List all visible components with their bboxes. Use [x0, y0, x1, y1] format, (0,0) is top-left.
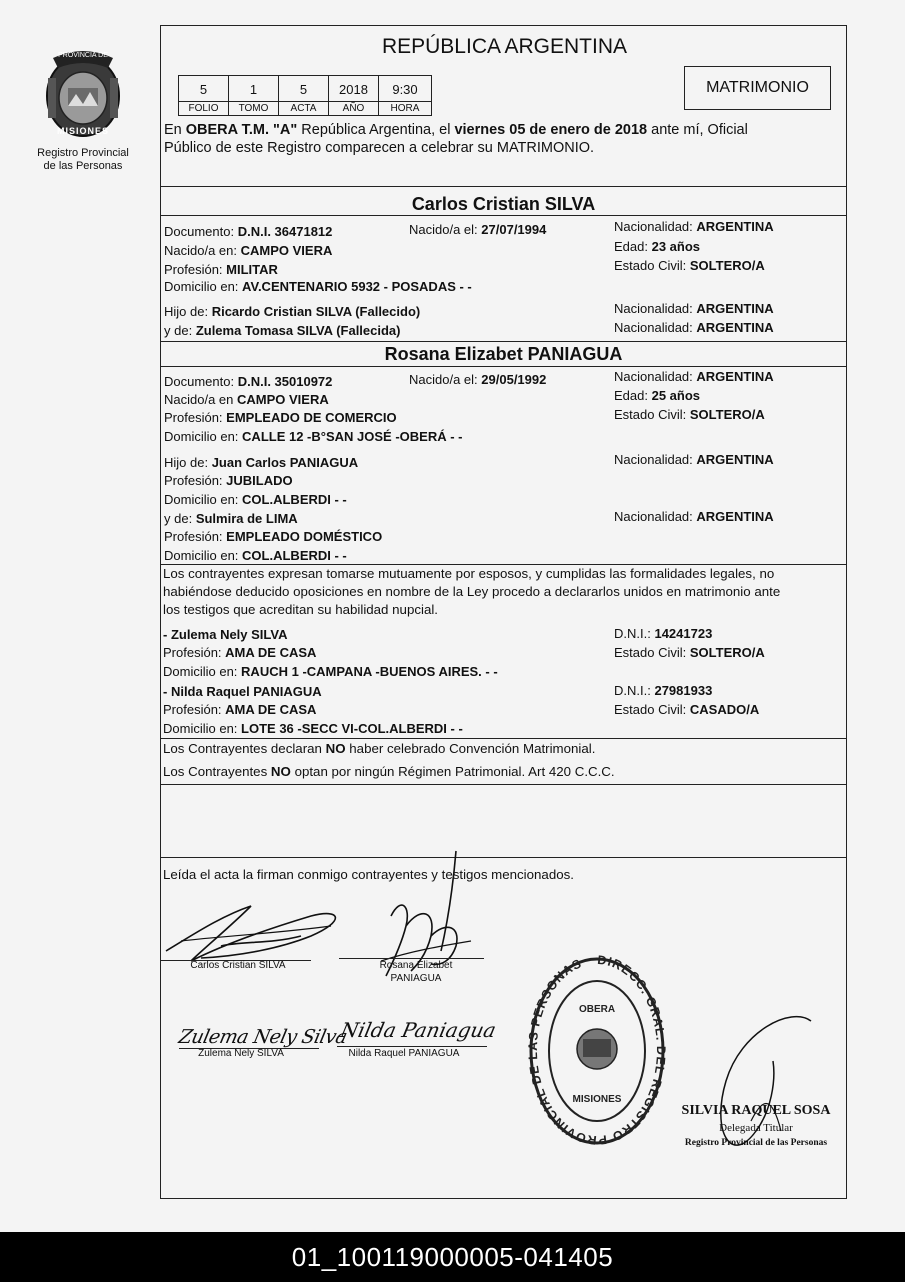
bride-father: Hijo de: Juan Carlos PANIAGUA [164, 455, 359, 470]
witness-1-estado-civil: Estado Civil: SOLTERO/A [614, 645, 765, 660]
declaration-line-1: Los contrayentes expresan tomarse mutuamente por esposos, y cumplidas las formalidades legales, no [163, 566, 775, 581]
witness-2-name: - Nilda Raquel PANIAGUA [163, 684, 322, 699]
bride-nacionalidad: Nacionalidad: ARGENTINA [614, 369, 774, 384]
acta-label: ACTA [278, 101, 329, 116]
divider [161, 341, 846, 342]
intro-place: OBERA T.M. "A" [185, 122, 298, 138]
hora-value: 9:30 [378, 75, 432, 102]
anio-value: 2018 [328, 75, 379, 102]
witness-1-signature-caption: Zulema Nely SILVA [198, 1048, 284, 1059]
divider [161, 366, 846, 367]
bride-documento: Documento: D.N.I. 35010972 [164, 374, 333, 389]
registry-grid [178, 75, 432, 117]
intro-line-2: Público de este Registro comparecen a celebrar su MATRIMONIO. [164, 140, 595, 156]
intro-line-1 [164, 122, 748, 138]
bride-mother-profesion: Profesión: EMPLEADO DOMÉSTICO [164, 529, 383, 544]
folio-value: 5 [178, 75, 229, 102]
witness-2-domicilio: Domicilio en: LOTE 36 -SECC VI-COL.ALBERDI - - [163, 721, 463, 736]
divider [161, 215, 846, 216]
document-code-bar [0, 1232, 905, 1282]
bride-domicilio: Domicilio en: CALLE 12 -B°SAN JOSÉ -OBERÁ - - [164, 429, 463, 444]
witness-2-signature-caption: Nilda Raquel PANIAGUA [348, 1048, 460, 1059]
bride-mother: y de: Sulmira de LIMA [164, 511, 298, 526]
witness-1-domicilio: Domicilio en: RAUCH 1 -CAMPANA -BUENOS AIRES. - - [163, 664, 498, 679]
declaration-line-3: los testigos que acreditan su habilidad nupcial. [163, 602, 438, 617]
groom-edad: Edad: 23 años [614, 239, 701, 254]
groom-documento: Documento: D.N.I. 36471812 [164, 224, 333, 239]
groom-mother-nacionalidad: Nacionalidad: ARGENTINA [614, 320, 774, 335]
convention-line-1: Los Contrayentes declaran NO haber celebrado Convención Matrimonial. [163, 741, 596, 756]
witness-2-profesion: Profesión: AMA DE CASA [163, 702, 317, 717]
stamp-inner-bottom: MISIONES [572, 1094, 622, 1105]
groom-father-nacionalidad: Nacionalidad: ARGENTINA [614, 301, 774, 316]
groom-nacido-el: Nacido/a el: 27/07/1994 [409, 222, 547, 237]
witness-1-signature: Zulema Nely Silva [176, 1026, 349, 1048]
bride-profesion: Profesión: EMPLEADO DE COMERCIO [164, 410, 397, 425]
signature-line [339, 958, 484, 959]
official-office: Registro Provincial de las Personas [684, 1138, 828, 1148]
bride-nacido-en: Nacido/a en CAMPO VIERA [164, 392, 329, 407]
bride-father-domicilio: Domicilio en: COL.ALBERDI - - [164, 492, 347, 507]
intro-date: viernes 05 de enero de 2018 [454, 122, 648, 138]
official-name: SILVIA RAQUEL SOSA [681, 1103, 831, 1118]
divider [161, 186, 846, 187]
groom-profesion: Profesión: MILITAR [164, 262, 278, 277]
witness-1-dni: D.N.I.: 14241723 [614, 626, 713, 641]
bride-mother-nacionalidad: Nacionalidad: ARGENTINA [614, 509, 774, 524]
hora-label: HORA [378, 101, 432, 116]
divider [161, 564, 846, 565]
bride-signature-caption-2: PANIAGUA [390, 973, 442, 984]
stamp-inner-top: OBERA [578, 1004, 616, 1015]
groom-signature-caption: Carlos Cristian SILVA [190, 960, 286, 971]
declaration-line-2: habiéndose deducido oposiciones en nombre de la Ley procedo a declararlos unidos en matrimonio ante [163, 584, 781, 599]
witness-2-dni: D.N.I.: 27981933 [614, 683, 713, 698]
stamp-ring-text: DIRECC. GRAL. DEL REGISTRO PROVINCIAL DE LAS PERSONAS [527, 954, 667, 1148]
bride-edad: Edad: 25 años [614, 388, 701, 403]
groom-name: Carlos Cristian SILVA [411, 194, 596, 214]
bride-mother-domicilio: Domicilio en: COL.ALBERDI - - [164, 548, 347, 563]
divider [161, 857, 846, 858]
bride-estado-civil: Estado Civil: SOLTERO/A [614, 407, 765, 422]
logo-caption-2: de las Personas [43, 160, 123, 172]
groom-nacido-en: Nacido/a en: CAMPO VIERA [164, 243, 333, 258]
page-title: REPÚBLICA ARGENTINA [381, 35, 628, 58]
registry-seal-icon [527, 954, 667, 1149]
logo-seal-text-top: PROVINCIA DE [58, 52, 108, 59]
logo-seal-text-bottom: MISIONES [56, 126, 109, 136]
divider [161, 784, 846, 785]
bride-father-nacionalidad: Nacionalidad: ARGENTINA [614, 452, 774, 467]
groom-estado-civil: Estado Civil: SOLTERO/A [614, 258, 765, 273]
intro-text-1: En [164, 122, 186, 138]
groom-mother: y de: Zulema Tomasa SILVA (Fallecida) [164, 323, 401, 338]
groom-nacionalidad: Nacionalidad: ARGENTINA [614, 219, 774, 234]
witness-2-estado-civil: Estado Civil: CASADO/A [614, 702, 760, 717]
witness-1-name: - Zulema Nely SILVA [163, 627, 288, 642]
marriage-certificate [160, 25, 847, 1199]
folio-label: FOLIO [178, 101, 229, 116]
doc-type-box: MATRIMONIO [684, 66, 831, 110]
intro-text-3: ante mí, Oficial [647, 122, 748, 138]
convention-line-2: Los Contrayentes NO optan por ningún Régimen Patrimonial. Art 420 C.C.C. [163, 764, 615, 779]
tomo-value: 1 [228, 75, 279, 102]
groom-domicilio: Domicilio en: AV.CENTENARIO 5932 - POSADAS - - [164, 279, 472, 294]
logo-caption-1: Registro Provincial [37, 147, 129, 159]
signature-line [337, 1046, 487, 1047]
province-logo [38, 48, 128, 143]
bride-signature-caption-1: Rosana Elizabet [379, 960, 453, 971]
bride-name: Rosana Elizabet PANIAGUA [384, 344, 623, 364]
official-signature [701, 1001, 821, 1161]
signatures-intro: Leída el acta la firman conmigo contrayentes y testigos mencionados. [163, 867, 574, 882]
witness-1-profesion: Profesión: AMA DE CASA [163, 645, 317, 660]
witness-2-signature: Nilda Paniagua [338, 1018, 499, 1042]
bride-father-profesion: Profesión: JUBILADO [164, 473, 293, 488]
official-title: Delegada Titular [719, 1122, 793, 1134]
acta-value: 5 [278, 75, 329, 102]
anio-label: AÑO [328, 101, 379, 116]
document-code: 01_100119000005-041405 [291, 1242, 614, 1272]
official-stamp [527, 954, 667, 1149]
tomo-label: TOMO [228, 101, 279, 116]
groom-father: Hijo de: Ricardo Cristian SILVA (Fallecido) [164, 304, 421, 319]
divider [161, 738, 846, 739]
intro-text-2: República Argentina, el [297, 122, 455, 138]
bride-nacido-el: Nacido/a el: 29/05/1992 [409, 372, 547, 387]
